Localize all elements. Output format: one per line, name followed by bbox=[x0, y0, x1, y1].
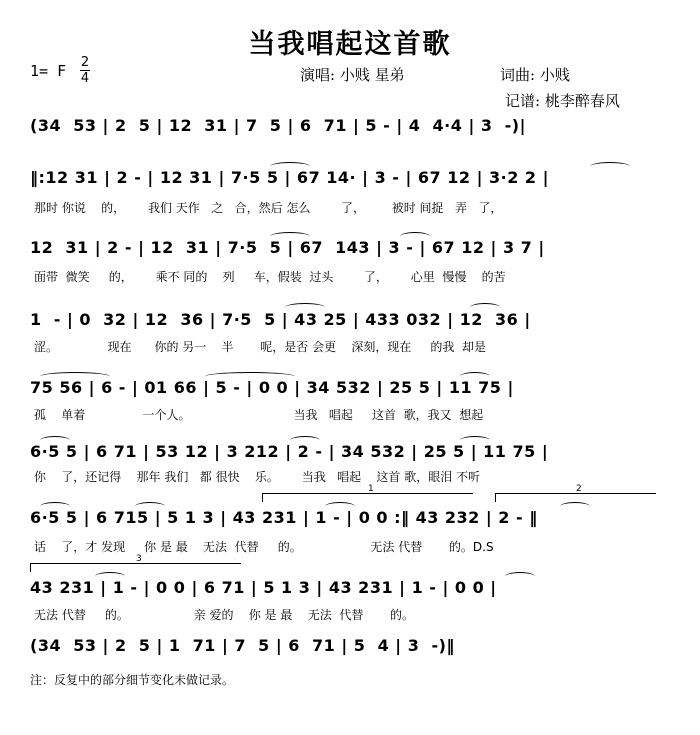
slur-arc bbox=[400, 232, 430, 241]
slur-arc bbox=[40, 436, 70, 445]
volta-second: 2 bbox=[495, 493, 656, 502]
volta-third: 3 bbox=[30, 563, 241, 572]
slur-arc bbox=[590, 162, 630, 171]
notation-row-6: 6·5 5 | 6 715 | 5 1 3 | 43 231 | 1 - | 0 0 :‖ 43 232 | 2 - ‖ bbox=[30, 508, 538, 527]
slur-arc bbox=[40, 502, 70, 511]
lyrics-row-1: 那时 你说 的， 我们 天作 之 合，然后 怎么 了， 被时 间捉 弄 了， bbox=[34, 201, 503, 215]
time-signature bbox=[80, 56, 90, 85]
notation-row-1: ‖:12 31 | 2 - | 12 31 | 7·5 5 | 67 14· | 3 - | 67 12 | 3·2 2 | bbox=[30, 168, 549, 187]
slur-arc bbox=[270, 162, 310, 171]
slur-arc bbox=[270, 232, 310, 241]
time-bottom: 4 bbox=[80, 71, 90, 86]
slur-arc bbox=[460, 372, 490, 381]
slur-arc bbox=[560, 502, 590, 511]
lyrics-row-5: 你 了，还记得 那年 我们 都 很快 乐。 当我 唱起 这首 歌，眼泪 不听 bbox=[34, 470, 481, 484]
song-title: 当我唱起这首歌 bbox=[248, 29, 452, 60]
notation-row-7: 43 231 | 1 - | 0 0 | 6 71 | 5 1 3 | 43 231 | 1 - | 0 0 | bbox=[30, 578, 497, 597]
transcriber-credit: 记谱: 桃李醉春风 bbox=[505, 92, 620, 110]
slur-arc bbox=[325, 502, 355, 511]
slur-arc bbox=[505, 572, 535, 581]
slur-arc bbox=[95, 572, 125, 581]
notation-row-5: 6·5 5 | 6 71 | 53 12 | 3 212 | 2 - | 34 532 | 25 5 | 11 75 | bbox=[30, 442, 549, 461]
notation-row-0: (34 53 | 2 5 | 12 31 | 7 5 | 6 71 | 5 - | 4 4·4 | 3 -)| bbox=[30, 116, 526, 135]
slur-arc bbox=[135, 502, 165, 511]
slur-arc bbox=[285, 303, 325, 312]
lyrics-row-2: 面带 微笑 的， 乘不 同的 列 车，假装 过头 了， 心里 慢慢 的苦 bbox=[34, 270, 506, 284]
lyricist-credit: 词曲: 小贱 bbox=[500, 66, 570, 84]
slur-arc bbox=[470, 303, 500, 312]
slur-arc bbox=[40, 372, 110, 381]
time-top: 2 bbox=[80, 55, 90, 70]
slur-arc bbox=[290, 436, 320, 445]
lyrics-row-4: 孤 单着 一个人。 当我 唱起 这首 歌，我又 想起 bbox=[34, 408, 484, 422]
footnote: 注：反复中的部分细节变化未做记录。 bbox=[30, 673, 235, 687]
lyrics-row-6: 话 了，才 发现 你 是 最 无法 代替 的。 无法 代替 的。D.S bbox=[34, 540, 494, 554]
lyrics-row-3: 涩。 现在 你的 另一 半 呢，是否 会更 深刻，现在 的我 却是 bbox=[34, 340, 487, 354]
lyrics-row-7: 无法 代替 的。 亲 爱的 你 是 最 无法 代替 的。 bbox=[34, 608, 415, 622]
slur-arc bbox=[460, 436, 490, 445]
slur-arc bbox=[205, 372, 295, 381]
notation-row-8: (34 53 | 2 5 | 1 71 | 7 5 | 6 71 | 5 4 | 3 -)‖ bbox=[30, 636, 455, 655]
singer-credit: 演唱: 小贱 星弟 bbox=[300, 66, 405, 84]
notation-row-2: 12 31 | 2 - | 12 31 | 7·5 5 | 67 143 | 3 - | 67 12 | 3 7 | bbox=[30, 238, 545, 257]
notation-row-4: 75 56 | 6 - | 01 66 | 5 - | 0 0 | 34 532 | 25 5 | 11 75 | bbox=[30, 378, 514, 397]
notation-row-3: 1 - | 0 32 | 12 36 | 7·5 5 | 43 25 | 433 032 | 12 36 | bbox=[30, 310, 531, 329]
key-signature: 1= F bbox=[30, 62, 67, 80]
volta-first: 1 bbox=[262, 493, 473, 502]
